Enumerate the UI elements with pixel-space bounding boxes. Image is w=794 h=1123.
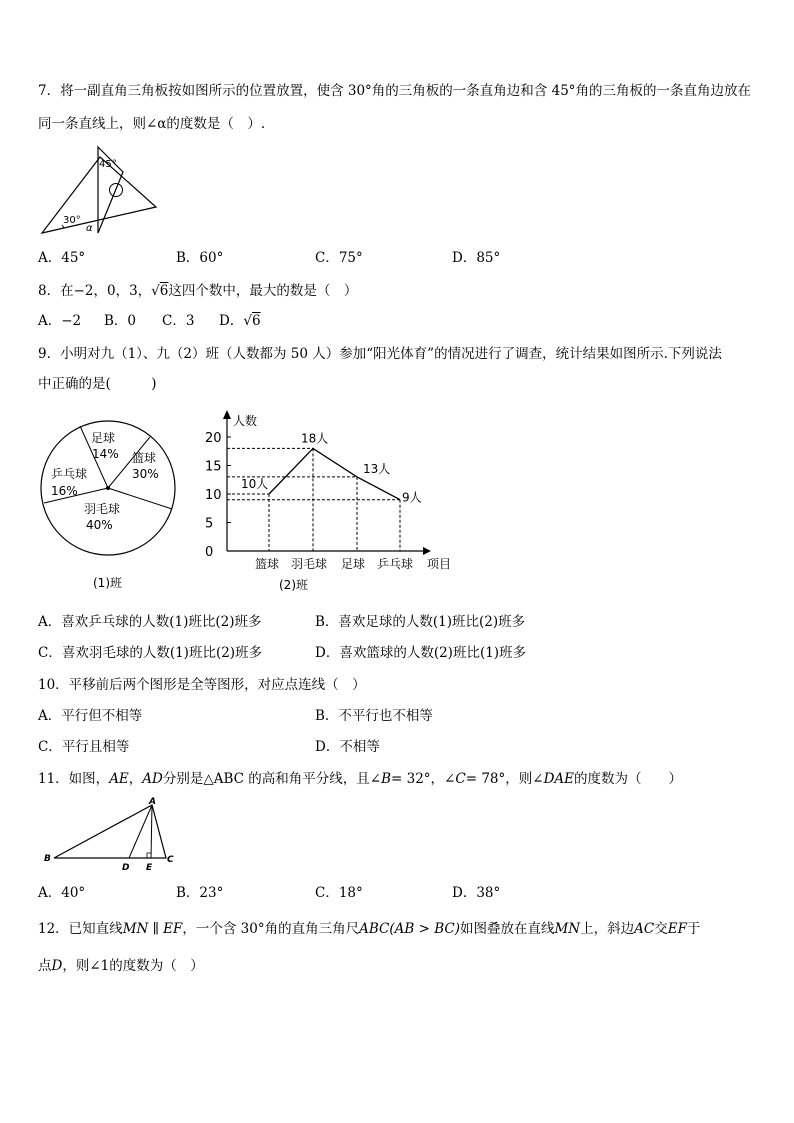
q11-B: B [381, 771, 392, 787]
q11-fig-E: E [146, 863, 153, 873]
q12-stem-line2 [38, 957, 204, 975]
q11-stem [38, 770, 682, 788]
x-tick-label: 羽毛球 [291, 557, 328, 571]
q8-stem [38, 282, 357, 300]
data-label: 9人 [402, 490, 422, 505]
q11-DAE: DAE [543, 771, 574, 787]
q10-stem: 10．平移前后两个图形是全等图形，对应点连线（ ） [38, 677, 366, 693]
pie-pct-pingpong: 16% [51, 484, 78, 498]
q10-option-a: A．平行但不相等 [38, 708, 143, 724]
q7-option-c: C．75° [315, 250, 363, 266]
q9-line-chart [195, 405, 460, 600]
q12-EF: EF [163, 921, 183, 937]
pie-label-badminton: 羽毛球 [84, 502, 121, 516]
data-label: 10人 [241, 477, 269, 491]
q11-stem-c: = 32°，∠ [391, 771, 456, 787]
y-tick-label: 20 [205, 431, 222, 446]
q12-text-line2a: 点 [38, 958, 52, 974]
q12-AC: AC [634, 921, 655, 937]
pie-label-basketball: 篮球 [132, 451, 157, 465]
q11-stem-e: 的度数为（ ） [574, 771, 682, 787]
q11-C: C [455, 771, 466, 787]
q9-option-a: A．喜欢乒乓球的人数(1)班比(2)班多 [38, 614, 262, 630]
y-tick-label: 10 [205, 488, 222, 503]
q11-stem-b: 分别是△ABC 的高和角平分线，且∠ [162, 771, 382, 787]
y-tick-label: 5 [205, 516, 214, 532]
line-chart-caption: (2)班 [279, 578, 308, 592]
q8-option-d-radicand: 6 [251, 313, 261, 329]
q11-option-d: D．38° [452, 885, 501, 901]
q12-text-a: 12．已知直线 [38, 921, 123, 937]
x-tick-label: 篮球 [255, 557, 280, 571]
q8-option-b: B．0 [104, 313, 137, 329]
q10-option-b: B．不平行也不相等 [315, 708, 433, 724]
q12-ABC: ABC [359, 921, 390, 937]
q9-option-b: B．喜欢足球的人数(1)班比(2)班多 [315, 614, 526, 630]
q11-triangle-figure [40, 796, 180, 876]
data-label: 13人 [363, 461, 391, 476]
q9-option-c: C．喜欢羽毛球的人数(1)班比(2)班多 [38, 645, 263, 661]
q8-option-a: A．−2 [38, 313, 82, 329]
pie-pct-badminton: 40% [86, 518, 113, 532]
q12-MN: MN [122, 921, 149, 937]
q8-option-d-prefix: D． [219, 313, 244, 329]
q7-triangle-figure [38, 145, 163, 237]
q8-option-c: C．3 [162, 313, 195, 329]
q7-stem-line1: 7．将一副直角三角板按如图所示的位置放置，使含 30°角的三角板的一条直角边和含 45°角的三角板的一条直角边放在 [38, 83, 752, 99]
q11-comma: ， [128, 771, 143, 787]
q12-EF-2: EF [667, 921, 687, 937]
q9-option-d: D．喜欢篮球的人数(2)班比(1)班多 [315, 645, 527, 661]
q9-stem-line1: 9．小明对九（1）、九（2）班（人数都为 50 人）参加“阳光体育”的情况进行了调查，统计结果如图所示.下列说法 [38, 346, 722, 362]
q11-fig-D: D [122, 863, 130, 873]
q11-AE: AE [109, 771, 129, 787]
q12-condition: (AB > BC) [389, 921, 460, 937]
data-label: 18人 [301, 431, 329, 446]
q8-stem-suffix: 这四个数中，最大的数是（ ） [168, 283, 358, 299]
y-axis-label: 人数 [233, 414, 258, 428]
q12-D: D [51, 958, 63, 974]
q7-option-d: D．85° [452, 250, 501, 266]
q11-AD: AD [142, 771, 163, 787]
x-axis-label: 项目 [427, 557, 452, 571]
q12-MN-2: MN [554, 921, 581, 937]
q11-stem-d: = 78°，则∠ [465, 771, 544, 787]
q8-stem-prefix: 8．在−2，0，3， [38, 283, 152, 299]
x-tick-label: 乒乓球 [377, 557, 414, 571]
q7-label-45: 45° [99, 159, 117, 170]
q11-stem-a: 11．如图， [38, 771, 110, 787]
q11-option-c: C．18° [315, 885, 363, 901]
q8-stem-radicand: 6 [159, 283, 169, 299]
q8-option-d [219, 312, 261, 330]
q7-option-a: A．45° [38, 250, 86, 266]
q12-text-e: 交 [654, 921, 668, 937]
y-axis-arrow-icon [223, 410, 231, 419]
y-tick-label: 0 [205, 545, 214, 560]
q12-text-b: ，一个含 30°角的直角三角尺 [182, 921, 360, 937]
pie-caption: (1)班 [93, 576, 122, 590]
q12-text-f: 于 [686, 921, 701, 937]
q11-fig-A: A [149, 797, 156, 807]
q12-text-d: 上，斜边 [580, 921, 635, 937]
q11-fig-C: C [167, 855, 174, 865]
q12-stem-line1 [38, 920, 700, 938]
sqrt-icon: √ [243, 313, 252, 329]
q9-stem-line2: 中正确的是( ) [38, 376, 157, 392]
q9-pie-chart [36, 415, 186, 600]
q10-option-c: C．平行且相等 [38, 739, 130, 755]
pie-pct-football: 14% [92, 447, 119, 461]
q11-fig-B: B [44, 854, 51, 864]
pie-pct-basketball: 30% [132, 467, 159, 481]
q12-parallel: ∥ [148, 921, 164, 937]
q7-option-b: B．60° [176, 250, 224, 266]
x-axis-arrow-icon [423, 547, 431, 555]
x-tick-label: 足球 [341, 557, 366, 571]
pie-label-football: 足球 [91, 431, 116, 445]
q12-text-line2b: ，则∠1的度数为（ ） [62, 958, 204, 974]
q7-label-alpha: α [86, 223, 93, 234]
q12-text-c: 如图叠放在直线 [459, 921, 555, 937]
q7-stem-line2: 同一条直线上，则∠α的度数是（ ）. [38, 116, 266, 132]
q10-option-d: D．不相等 [315, 739, 380, 755]
pie-label-pingpong: 乒乓球 [51, 467, 88, 481]
y-tick-label: 15 [205, 459, 222, 475]
q7-label-30: 30° [63, 215, 81, 226]
q11-option-b: B．23° [176, 885, 224, 901]
sqrt-icon: √ [151, 283, 160, 299]
q11-option-a: A．40° [38, 885, 86, 901]
